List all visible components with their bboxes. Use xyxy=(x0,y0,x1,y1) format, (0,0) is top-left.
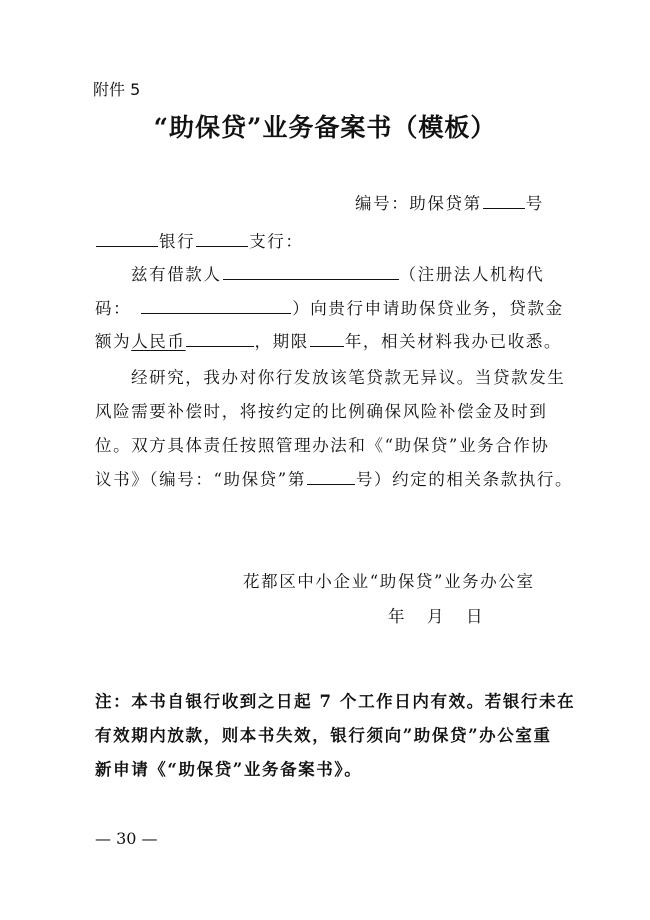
branch-label: 支行： xyxy=(249,232,304,251)
serial-number-line xyxy=(355,190,544,214)
paragraph2-line3: 位。双方具体责任按照管理办法和《“助保贷”业务合作协 xyxy=(95,436,550,455)
paragraph1-line3-suffix: 年，相关材料我办已收悉。 xyxy=(344,332,563,351)
paragraph2-line1: 经研究，我办对你行发放该笔贷款无异议。当贷款发生 xyxy=(131,368,566,387)
bank-label: 银行 xyxy=(159,232,196,251)
paragraph2-line4 xyxy=(95,466,573,490)
serial-prefix: 编号：助保贷第 xyxy=(355,194,482,213)
agreement-number-label: 议书》（编号：“助保贷”第 xyxy=(95,470,306,489)
note-line3: 新申请《“助保贷”业务备案书》。 xyxy=(95,760,363,779)
signature-date: 年 月 日 xyxy=(388,607,486,626)
borrower-label: 兹有借款人 xyxy=(131,265,222,284)
page-number: — 30 — xyxy=(95,829,158,848)
loan-amount-blank[interactable] xyxy=(186,331,254,347)
attachment-label: 附件 5 xyxy=(93,80,141,99)
paragraph2-line2: 风险需要补偿时，将按约定的比例确保风险补偿金及时到 xyxy=(95,402,548,421)
org-code-blank[interactable] xyxy=(141,298,291,314)
amount-label: 额为 xyxy=(95,332,132,351)
paragraph1-line2-suffix: ）向贵行申请助保贷业务，贷款金 xyxy=(292,299,564,318)
signature-office: 花都区中小企业“助保贷”业务办公室 xyxy=(243,572,535,591)
bank-name-blank[interactable] xyxy=(96,231,158,247)
paragraph1-line3 xyxy=(95,328,562,352)
paragraph1-line1 xyxy=(131,261,544,285)
bank-branch-line xyxy=(95,228,304,252)
code-label: 码： xyxy=(95,299,132,318)
loan-term-blank[interactable] xyxy=(310,331,344,347)
currency-label: 人民币 xyxy=(131,332,186,351)
borrower-name-blank[interactable] xyxy=(223,264,399,280)
term-label: ，期限 xyxy=(254,332,309,351)
paragraph1-line2 xyxy=(95,295,564,319)
note-line2: 有效期内放款，则本书失效，银行须向”助保贷”办公室重 xyxy=(95,726,552,745)
document-title: “助保贷”业务备案书（模板） xyxy=(153,113,497,142)
serial-suffix: 号 xyxy=(525,194,544,213)
note-line1: 注：本书自银行收到之日起 7 个工作日内有效。若银行未在 xyxy=(95,692,576,711)
paragraph1-line1-suffix: （注册法人机构代 xyxy=(399,265,545,284)
agreement-number-blank[interactable] xyxy=(307,469,355,485)
branch-name-blank[interactable] xyxy=(196,231,248,247)
serial-number-blank[interactable] xyxy=(483,193,525,209)
paragraph2-line4-suffix: 号）约定的相关条款执行。 xyxy=(355,470,574,489)
